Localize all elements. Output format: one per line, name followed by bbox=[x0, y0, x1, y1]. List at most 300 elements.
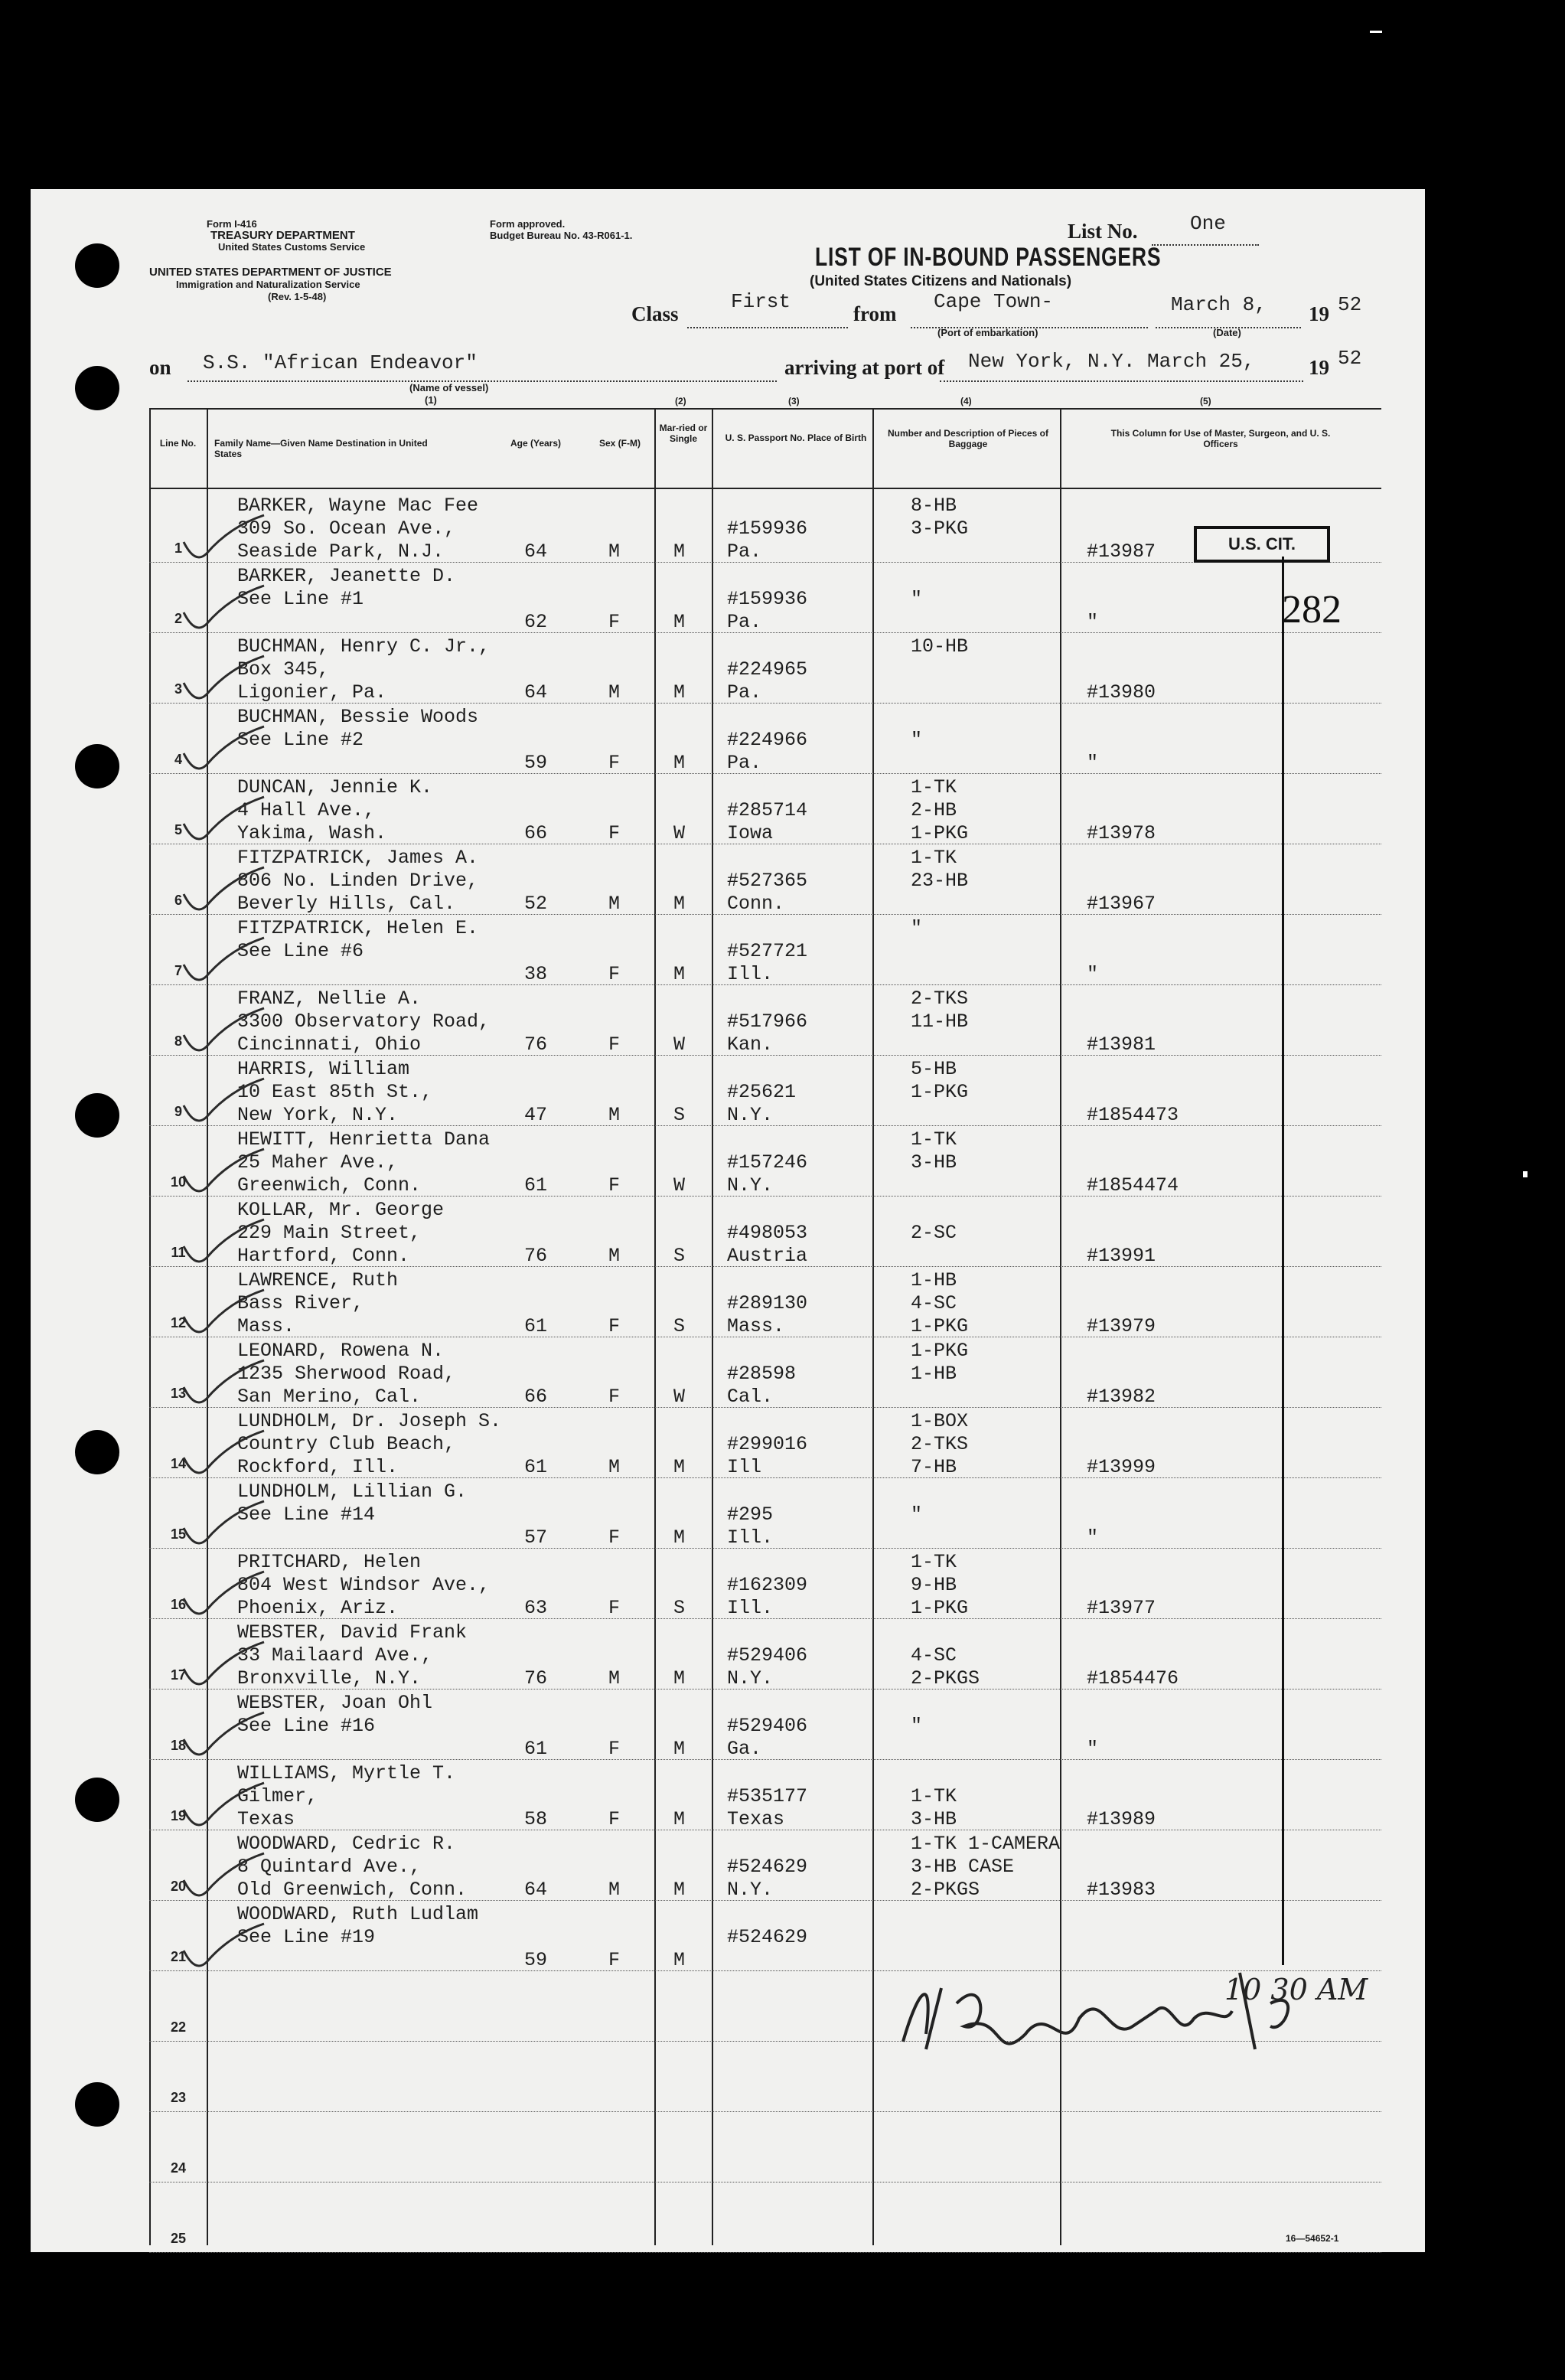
date-caption: (Date) bbox=[1213, 327, 1241, 338]
passenger-marital-status: M bbox=[673, 1808, 686, 1830]
checkmark-icon bbox=[176, 1849, 268, 1903]
passport-number: #224966 bbox=[727, 729, 808, 751]
checkmark-icon bbox=[176, 1357, 268, 1410]
passport-number: #529406 bbox=[727, 1715, 808, 1737]
passenger-city: Mass. bbox=[237, 1315, 295, 1337]
line-number: 23 bbox=[170, 2090, 187, 2105]
officer-entry: #13983 bbox=[1087, 1879, 1156, 1901]
passenger-name: LEONARD, Rowena N. bbox=[237, 1340, 445, 1362]
passenger-sex: M bbox=[608, 1879, 621, 1901]
header-sex: Sex (F-M) bbox=[599, 438, 641, 449]
passport-number: #162309 bbox=[727, 1574, 808, 1596]
passport-number: #529406 bbox=[727, 1644, 808, 1667]
baggage-line-1: 1-TK bbox=[911, 1551, 957, 1573]
passport-number: #535177 bbox=[727, 1785, 808, 1807]
passenger-name: WEBSTER, David Frank bbox=[237, 1621, 468, 1644]
passenger-address: 33 Mailaard Ave., bbox=[237, 1644, 433, 1667]
scan-speck bbox=[1523, 1171, 1528, 1177]
passenger-age: 52 bbox=[524, 893, 548, 915]
treasury-department: TREASURY DEPARTMENT bbox=[210, 229, 355, 242]
passenger-age: 64 bbox=[524, 1879, 548, 1901]
passenger-city: Seaside Park, N.J. bbox=[237, 540, 445, 563]
list-no-value: One bbox=[1190, 212, 1226, 235]
officer-signature bbox=[872, 1942, 1408, 2095]
checkmark-icon bbox=[176, 1497, 268, 1551]
line-number: 22 bbox=[170, 2019, 187, 2035]
passenger-marital-status: M bbox=[673, 1526, 686, 1549]
form-approved: Form approved. bbox=[490, 218, 566, 230]
passenger-age: 59 bbox=[524, 752, 548, 774]
class-label: Class bbox=[631, 302, 679, 325]
checkmark-icon bbox=[176, 1568, 268, 1621]
checkmark-icon bbox=[176, 1286, 268, 1340]
passenger-age: 58 bbox=[524, 1808, 548, 1830]
baggage-line-2: 4-SC bbox=[911, 1292, 957, 1314]
passport-number: #524629 bbox=[727, 1856, 808, 1878]
passenger-name: BUCHMAN, Henry C. Jr., bbox=[237, 635, 491, 658]
checkmark-icon bbox=[176, 1216, 268, 1269]
passenger-address: See Line #16 bbox=[237, 1715, 376, 1737]
passenger-address: See Line #6 bbox=[237, 940, 364, 962]
port-value: Cape Town- bbox=[934, 290, 1054, 313]
arrival-year-prefix: 19 bbox=[1309, 356, 1329, 379]
bracket-line bbox=[1282, 557, 1284, 1965]
officer-entry: #13967 bbox=[1087, 893, 1156, 915]
officer-entry: #13979 bbox=[1087, 1315, 1156, 1337]
place-of-birth: N.Y. bbox=[727, 1174, 774, 1197]
baggage-line-1: 1-TK bbox=[911, 776, 957, 798]
passenger-age: 38 bbox=[524, 963, 548, 985]
line-number: 24 bbox=[170, 2160, 187, 2176]
passenger-sex: F bbox=[608, 1949, 621, 1971]
passenger-address: See Line #2 bbox=[237, 729, 364, 751]
officer-entry: #13980 bbox=[1087, 681, 1156, 704]
row-divider bbox=[149, 773, 1381, 774]
officer-entry: #13991 bbox=[1087, 1245, 1156, 1267]
passport-number: #524629 bbox=[727, 1926, 808, 1948]
baggage-line-1: 10-HB bbox=[911, 635, 969, 658]
checkmark-icon bbox=[176, 1920, 268, 1974]
passenger-sex: M bbox=[608, 1667, 621, 1690]
place-of-birth: Pa. bbox=[727, 752, 762, 774]
passenger-marital-status: W bbox=[673, 1174, 686, 1197]
line-number: 5 bbox=[174, 822, 182, 837]
officer-entry: #13982 bbox=[1087, 1386, 1156, 1408]
us-citizen-stamp bbox=[1194, 526, 1330, 563]
binder-hole bbox=[75, 1093, 119, 1138]
passenger-marital-status: M bbox=[673, 681, 686, 704]
passenger-name: WOODWARD, Cedric R. bbox=[237, 1833, 456, 1855]
class-underline bbox=[687, 327, 848, 328]
passenger-address: 3300 Observatory Road, bbox=[237, 1010, 491, 1033]
header-officers: This Column for Use of Master, Surgeon, and U. S. Officers bbox=[1110, 428, 1331, 449]
place-of-birth: Mass. bbox=[727, 1315, 785, 1337]
officer-entry: #13978 bbox=[1087, 822, 1156, 844]
place-of-birth: Pa. bbox=[727, 611, 762, 633]
passenger-name: HARRIS, William bbox=[237, 1058, 410, 1080]
line-number: 25 bbox=[170, 2231, 187, 2246]
passenger-name: FITZPATRICK, Helen E. bbox=[237, 917, 479, 939]
checkmark-icon bbox=[176, 1709, 268, 1762]
baggage-line-2: 2-HB bbox=[911, 799, 957, 821]
officer-entry: #1854476 bbox=[1087, 1667, 1179, 1690]
passenger-name: HEWITT, Henrietta Dana bbox=[237, 1128, 491, 1151]
passenger-address: 229 Main Street, bbox=[237, 1222, 422, 1244]
officer-entry: #13989 bbox=[1087, 1808, 1156, 1830]
passenger-address: Bass River, bbox=[237, 1292, 364, 1314]
passport-number: #517966 bbox=[727, 1010, 808, 1033]
line-number: 21 bbox=[170, 1949, 187, 1964]
line-number: 18 bbox=[170, 1738, 187, 1753]
baggage-line-1: 2-TKS bbox=[911, 988, 969, 1010]
place-of-birth: Ill. bbox=[727, 963, 774, 985]
arrival-underline bbox=[940, 380, 1303, 382]
place-of-birth: Ill. bbox=[727, 1597, 774, 1619]
document-subtitle: (United States Citizens and Nationals) bbox=[810, 273, 1072, 289]
passenger-name: FITZPATRICK, James A. bbox=[237, 847, 479, 869]
line-number: 13 bbox=[170, 1386, 187, 1401]
passenger-name: DUNCAN, Jennie K. bbox=[237, 776, 433, 798]
immigration-service: Immigration and Naturalization Service bbox=[176, 279, 360, 290]
passenger-address: 1235 Sherwood Road, bbox=[237, 1363, 456, 1385]
passenger-city: Rockford, Ill. bbox=[237, 1456, 399, 1478]
baggage-line-2: 3-HB CASE bbox=[911, 1856, 1015, 1878]
place-of-birth: Texas bbox=[727, 1808, 785, 1830]
passenger-marital-status: M bbox=[673, 963, 686, 985]
checkmark-icon bbox=[176, 1075, 268, 1128]
officer-entry: " bbox=[1087, 611, 1099, 633]
list-no-underline bbox=[1152, 244, 1259, 246]
passenger-city: Cincinnati, Ohio bbox=[237, 1033, 422, 1056]
passenger-age: 76 bbox=[524, 1245, 548, 1267]
passenger-marital-status: M bbox=[673, 1949, 686, 1971]
passenger-sex: M bbox=[608, 681, 621, 704]
passenger-sex: F bbox=[608, 1033, 621, 1056]
passenger-address: See Line #1 bbox=[237, 588, 364, 610]
header-baggage: Number and Description of Pieces of Baggage bbox=[887, 428, 1049, 449]
col-num-5: (5) bbox=[1200, 396, 1211, 406]
justice-department: UNITED STATES DEPARTMENT OF JUSTICE bbox=[149, 266, 392, 279]
passenger-city: New York, N.Y. bbox=[237, 1104, 399, 1126]
passenger-city: Texas bbox=[237, 1808, 295, 1830]
baggage-line-3: 3-HB bbox=[911, 1808, 957, 1830]
baggage-line-2: " bbox=[911, 588, 923, 610]
passenger-sex: F bbox=[608, 822, 621, 844]
passenger-sex: F bbox=[608, 963, 621, 985]
passenger-age: 76 bbox=[524, 1033, 548, 1056]
line-number: 6 bbox=[174, 893, 182, 908]
table-header-border bbox=[149, 488, 1381, 489]
arriving-label: arriving at port of bbox=[784, 356, 945, 379]
stamp-text: U.S. CIT. bbox=[1228, 534, 1296, 553]
passenger-age: 61 bbox=[524, 1738, 548, 1760]
place-of-birth: N.Y. bbox=[727, 1879, 774, 1901]
on-label: on bbox=[149, 356, 171, 379]
place-of-birth: Austria bbox=[727, 1245, 808, 1267]
officer-entry: " bbox=[1087, 752, 1099, 774]
baggage-line-3: 1-PKG bbox=[911, 1315, 969, 1337]
passenger-marital-status: W bbox=[673, 1033, 686, 1056]
passenger-address: 804 West Windsor Ave., bbox=[237, 1574, 491, 1596]
checkmark-icon bbox=[176, 511, 268, 565]
line-number: 14 bbox=[170, 1456, 187, 1471]
col-divider-sex bbox=[654, 408, 656, 2245]
checkmark-icon bbox=[176, 652, 268, 706]
passenger-marital-status: W bbox=[673, 822, 686, 844]
place-of-birth: Iowa bbox=[727, 822, 774, 844]
passenger-marital-status: S bbox=[673, 1104, 686, 1126]
line-number: 16 bbox=[170, 1597, 187, 1612]
header-passport: U. S. Passport No. Place of Birth bbox=[725, 433, 867, 443]
line-number: 19 bbox=[170, 1808, 187, 1823]
passenger-sex: F bbox=[608, 752, 621, 774]
manifest-page bbox=[31, 189, 1425, 2252]
passenger-age: 61 bbox=[524, 1456, 548, 1478]
baggage-line-1: 1-PKG bbox=[911, 1340, 969, 1362]
place-of-birth: Conn. bbox=[727, 893, 785, 915]
place-of-birth: Kan. bbox=[727, 1033, 774, 1056]
passport-number: #157246 bbox=[727, 1151, 808, 1174]
vessel-caption: (Name of vessel) bbox=[409, 382, 489, 393]
arrival-year-value: 52 bbox=[1338, 347, 1362, 370]
officer-entry: #13987 bbox=[1087, 540, 1156, 563]
passenger-age: 66 bbox=[524, 822, 548, 844]
baggage-line-2: 9-HB bbox=[911, 1574, 957, 1596]
passenger-sex: M bbox=[608, 540, 621, 563]
baggage-line-1: 8-HB bbox=[911, 495, 957, 517]
passenger-name: LUNDHOLM, Lillian G. bbox=[237, 1481, 468, 1503]
line-number: 8 bbox=[174, 1033, 182, 1049]
passenger-marital-status: S bbox=[673, 1315, 686, 1337]
passport-number: #28598 bbox=[727, 1363, 797, 1385]
passenger-sex: M bbox=[608, 1245, 621, 1267]
passport-number: #289130 bbox=[727, 1292, 808, 1314]
binder-hole bbox=[75, 2082, 119, 2127]
baggage-line-2: 2-TKS bbox=[911, 1433, 969, 1455]
passport-number: #299016 bbox=[727, 1433, 808, 1455]
passenger-city: Old Greenwich, Conn. bbox=[237, 1879, 468, 1901]
baggage-line-1: 1-HB bbox=[911, 1269, 957, 1291]
passport-number: #527721 bbox=[727, 940, 808, 962]
passenger-sex: F bbox=[608, 1174, 621, 1197]
checkmark-icon bbox=[176, 723, 268, 776]
baggage-line-2: 1-PKG bbox=[911, 1081, 969, 1103]
passenger-age: 64 bbox=[524, 681, 548, 704]
passenger-address: Box 345, bbox=[237, 658, 330, 681]
baggage-line-1: 1-BOX bbox=[911, 1410, 969, 1432]
col-num-4: (4) bbox=[960, 396, 972, 406]
passenger-marital-status: M bbox=[673, 752, 686, 774]
baggage-line-3: 2-PKGS bbox=[911, 1879, 980, 1901]
officer-entry: " bbox=[1087, 1738, 1099, 1760]
checkmark-icon bbox=[176, 582, 268, 635]
passenger-sex: F bbox=[608, 1386, 621, 1408]
line-number: 3 bbox=[174, 681, 182, 697]
officer-entry: " bbox=[1087, 963, 1099, 985]
checkmark-icon bbox=[176, 864, 268, 917]
place-of-birth: N.Y. bbox=[727, 1667, 774, 1690]
baggage-line-3: 7-HB bbox=[911, 1456, 957, 1478]
footer-code: 16—54652-1 bbox=[1286, 2233, 1339, 2244]
passenger-name: BARKER, Wayne Mac Fee bbox=[237, 495, 479, 517]
passenger-marital-status: M bbox=[673, 1879, 686, 1901]
passenger-city: Phoenix, Ariz. bbox=[237, 1597, 399, 1619]
header-married: Mar-ried or Single bbox=[659, 423, 708, 444]
baggage-line-1: " bbox=[911, 917, 923, 939]
passport-number: #159936 bbox=[727, 517, 808, 540]
officer-entry: #1854473 bbox=[1087, 1104, 1179, 1126]
baggage-line-2: 23-HB bbox=[911, 870, 969, 892]
officer-entry: #1854474 bbox=[1087, 1174, 1179, 1197]
passenger-age: 57 bbox=[524, 1526, 548, 1549]
line-number: 1 bbox=[174, 540, 182, 556]
passenger-address: Gilmer, bbox=[237, 1785, 318, 1807]
passenger-age: 62 bbox=[524, 611, 548, 633]
passenger-sex: F bbox=[608, 1315, 621, 1337]
budget-bureau: Budget Bureau No. 43-R061-1. bbox=[490, 230, 633, 241]
passenger-age: 61 bbox=[524, 1315, 548, 1337]
passport-number: #498053 bbox=[727, 1222, 808, 1244]
binder-hole bbox=[75, 366, 119, 410]
passenger-marital-status: S bbox=[673, 1597, 686, 1619]
class-value: First bbox=[731, 290, 791, 313]
customs-service: United States Customs Service bbox=[218, 241, 366, 253]
revision: (Rev. 1-5-48) bbox=[268, 291, 327, 302]
binder-hole bbox=[75, 243, 119, 288]
baggage-line-2: 11-HB bbox=[911, 1010, 969, 1033]
baggage-line-3: 2-PKGS bbox=[911, 1667, 980, 1690]
passenger-age: 59 bbox=[524, 1949, 548, 1971]
row-divider bbox=[149, 632, 1381, 633]
passport-number: #159936 bbox=[727, 588, 808, 610]
passport-number: #527365 bbox=[727, 870, 808, 892]
place-of-birth: Pa. bbox=[727, 681, 762, 704]
checkmark-icon bbox=[176, 793, 268, 847]
row-divider bbox=[149, 2111, 1381, 2112]
passenger-sex: F bbox=[608, 1808, 621, 1830]
baggage-line-2: " bbox=[911, 1503, 923, 1526]
row-divider bbox=[149, 1759, 1381, 1760]
baggage-line-2: 2-SC bbox=[911, 1222, 957, 1244]
place-of-birth: Cal. bbox=[727, 1386, 774, 1408]
officer-entry: #13981 bbox=[1087, 1033, 1156, 1056]
passenger-name: FRANZ, Nellie A. bbox=[237, 988, 422, 1010]
passenger-sex: F bbox=[608, 611, 621, 633]
baggage-line-1: 1-TK bbox=[911, 847, 957, 869]
passenger-address: Country Club Beach, bbox=[237, 1433, 456, 1455]
passenger-name: LAWRENCE, Ruth bbox=[237, 1269, 399, 1291]
passenger-sex: M bbox=[608, 1104, 621, 1126]
line-number: 4 bbox=[174, 752, 182, 767]
vessel-col-num: (1) bbox=[425, 394, 437, 406]
passenger-marital-status: S bbox=[673, 1245, 686, 1267]
year-prefix: 19 bbox=[1309, 302, 1329, 325]
signature-time: 10 30 AM bbox=[1224, 1973, 1368, 2006]
baggage-line-2: 3-PKG bbox=[911, 517, 969, 540]
passenger-marital-status: M bbox=[673, 1456, 686, 1478]
passenger-age: 63 bbox=[524, 1597, 548, 1619]
line-number: 10 bbox=[170, 1174, 187, 1190]
passenger-city: Greenwich, Conn. bbox=[237, 1174, 422, 1197]
line-number: 11 bbox=[171, 1245, 186, 1260]
baggage-line-2: " bbox=[911, 1715, 923, 1737]
passenger-marital-status: W bbox=[673, 1386, 686, 1408]
passenger-age: 64 bbox=[524, 540, 548, 563]
line-number: 12 bbox=[170, 1315, 187, 1330]
checkmark-icon bbox=[176, 1638, 268, 1692]
passenger-address: 806 No. Linden Drive, bbox=[237, 870, 479, 892]
baggage-line-1: 1-TK bbox=[911, 1128, 957, 1151]
place-of-birth: Ga. bbox=[727, 1738, 762, 1760]
baggage-line-3: 1-PKG bbox=[911, 822, 969, 844]
binder-hole bbox=[75, 1778, 119, 1822]
scan-speck bbox=[1370, 31, 1382, 33]
passenger-city: Bronxville, N.Y. bbox=[237, 1667, 422, 1690]
passenger-city: Ligonier, Pa. bbox=[237, 681, 387, 704]
baggage-line-2: 1-HB bbox=[911, 1363, 957, 1385]
header-name: Family Name—Given Name Destination in United States bbox=[214, 438, 428, 459]
passenger-address: 309 So. Ocean Ave., bbox=[237, 517, 456, 540]
passenger-name: KOLLAR, Mr. George bbox=[237, 1199, 445, 1221]
officer-entry: " bbox=[1087, 1526, 1099, 1549]
passport-number: #25621 bbox=[727, 1081, 797, 1103]
passport-number: #285714 bbox=[727, 799, 808, 821]
binder-hole bbox=[75, 1430, 119, 1474]
row-divider bbox=[149, 2252, 1381, 2253]
passenger-address: 8 Quintard Ave., bbox=[237, 1856, 422, 1878]
passenger-age: 61 bbox=[524, 1174, 548, 1197]
baggage-line-2: 3-HB bbox=[911, 1151, 957, 1174]
passenger-name: BARKER, Jeanette D. bbox=[237, 565, 456, 587]
checkmark-icon bbox=[176, 934, 268, 988]
table-left-border bbox=[149, 408, 151, 2245]
col-num-3: (3) bbox=[788, 396, 800, 406]
officer-entry: #13977 bbox=[1087, 1597, 1156, 1619]
passenger-city: San Merino, Cal. bbox=[237, 1386, 422, 1408]
place-of-birth: Ill bbox=[727, 1456, 762, 1478]
passenger-name: WILLIAMS, Myrtle T. bbox=[237, 1762, 456, 1784]
passenger-address: See Line #14 bbox=[237, 1503, 376, 1526]
passenger-name: WOODWARD, Ruth Ludlam bbox=[237, 1903, 479, 1925]
checkmark-icon bbox=[176, 1004, 268, 1058]
passenger-marital-status: M bbox=[673, 540, 686, 563]
passenger-age: 47 bbox=[524, 1104, 548, 1126]
col-num-2: (2) bbox=[675, 396, 686, 406]
checkmark-icon bbox=[176, 1779, 268, 1833]
passenger-sex: M bbox=[608, 893, 621, 915]
passenger-name: PRITCHARD, Helen bbox=[237, 1551, 422, 1573]
passenger-city: Beverly Hills, Cal. bbox=[237, 893, 456, 915]
passenger-age: 76 bbox=[524, 1667, 548, 1690]
col-divider-married bbox=[712, 408, 713, 2245]
table-top-border bbox=[149, 408, 1381, 410]
passenger-name: BUCHMAN, Bessie Woods bbox=[237, 706, 479, 728]
passenger-sex: F bbox=[608, 1738, 621, 1760]
passenger-address: 25 Maher Ave., bbox=[237, 1151, 399, 1174]
line-number: 2 bbox=[174, 611, 182, 626]
date-value: March 8, bbox=[1171, 293, 1267, 316]
place-of-birth: N.Y. bbox=[727, 1104, 774, 1126]
passenger-address: See Line #19 bbox=[237, 1926, 376, 1948]
header-line-no: Line No. bbox=[159, 438, 197, 449]
page-number: 282 bbox=[1282, 588, 1342, 632]
passenger-marital-status: M bbox=[673, 1738, 686, 1760]
baggage-line-2: " bbox=[911, 729, 923, 751]
passenger-age: 66 bbox=[524, 1386, 548, 1408]
checkmark-icon bbox=[176, 1145, 268, 1199]
passport-number: #295 bbox=[727, 1503, 774, 1526]
document-title: LIST OF IN-BOUND PASSENGERS bbox=[815, 243, 1162, 272]
